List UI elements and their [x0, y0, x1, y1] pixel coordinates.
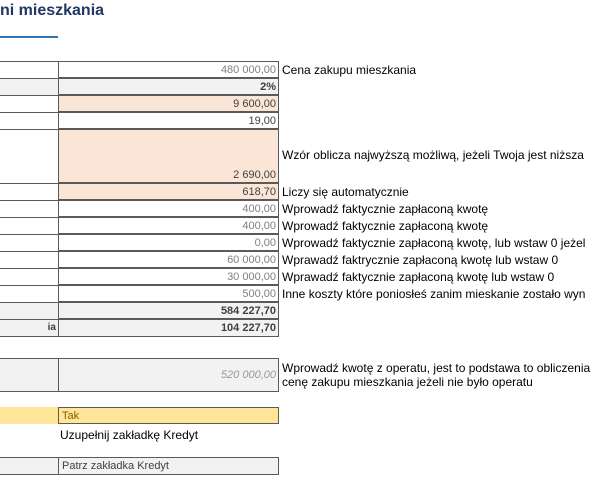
row-label-cell[interactable]: [0, 358, 59, 392]
row-label-cell[interactable]: [0, 407, 59, 424]
other-costs-cell[interactable]: 500,00: [58, 285, 279, 302]
row-label-cell[interactable]: [0, 78, 59, 95]
operat-value-cell[interactable]: 520 000,00: [58, 358, 279, 392]
paid-amount-1-cell[interactable]: 400,00: [58, 200, 279, 217]
purchase-price-cell[interactable]: 480 000,00: [58, 61, 279, 78]
row-label-cell[interactable]: [0, 112, 59, 129]
auto-calc-cell[interactable]: 618,70: [58, 183, 279, 200]
paid-amount-5-note: Wprawadź faktycznie zapłaconą kwotę lub wstaw 0: [282, 270, 555, 284]
count-cell[interactable]: 19,00: [58, 112, 279, 129]
purchase-price-note: Cena zakupu mieszkania: [282, 63, 417, 77]
paid-amount-3-cell[interactable]: 0,00: [58, 234, 279, 251]
rate-cell[interactable]: 2%: [58, 78, 279, 95]
paid-amount-5-cell[interactable]: 30 000,00: [58, 268, 279, 285]
operat-note-line-1: Wprowadź kwotę z operatu, jest to podstawa to obliczenia: [282, 361, 591, 375]
row-label-cell[interactable]: [0, 457, 59, 475]
row-label-cell[interactable]: [0, 302, 59, 319]
row-label-cell[interactable]: [0, 200, 59, 217]
see-credit-cell[interactable]: Patrz zakładka Kredyt: [58, 457, 279, 475]
auto-calc-note: Liczy się automatycznie: [282, 185, 409, 199]
row-label-cell[interactable]: [0, 183, 59, 200]
paid-amount-4-cell[interactable]: 60 000,00: [58, 251, 279, 268]
hint-text: Uzupełnij zakładkę Kredyt: [60, 428, 199, 442]
row-label-cell[interactable]: [0, 234, 59, 251]
max-fee-note: Wzór oblicza najwyższą możliwą, jeżeli Twoja jest niższa: [282, 148, 584, 162]
operat-note-line-2: cenę zakupu mieszkania jeżeli nie było operatu: [282, 375, 533, 389]
difference-cell[interactable]: 104 227,70: [58, 319, 279, 337]
row-label-cell[interactable]: ia: [0, 319, 59, 337]
sheet-title: ni mieszkania: [0, 2, 105, 19]
row-label-cell[interactable]: [0, 268, 59, 285]
total-cost-cell[interactable]: 584 227,70: [58, 302, 279, 319]
paid-amount-2-note: Wprowadź faktycznie zapłaconą kwotę: [282, 219, 489, 233]
row-label-cell[interactable]: [0, 129, 59, 183]
paid-amount-1-note: Wprowadź faktycznie zapłaconą kwotę: [282, 202, 489, 216]
max-fee-cell[interactable]: 2 690,00: [58, 129, 279, 183]
tax-amount-cell[interactable]: 9 600,00: [58, 95, 279, 112]
row-label-cell[interactable]: [0, 217, 59, 234]
choice-dropdown[interactable]: Tak: [58, 407, 279, 424]
row-label-cell[interactable]: [0, 251, 59, 268]
paid-amount-2-cell[interactable]: 400,00: [58, 217, 279, 234]
paid-amount-4-note: Wprawadź faktrycznie zapłaconą kwotę lub wstaw 0: [282, 253, 559, 267]
title-underline: [0, 36, 58, 38]
paid-amount-3-note: Wprowadź faktycznie zapłaconą kwotę, lub wstaw 0 jeżel: [282, 236, 586, 250]
row-label-cell[interactable]: [0, 61, 59, 78]
other-costs-note: Inne koszty które poniosłeś zanim mieskanie zostało wyn: [282, 287, 586, 301]
row-label-cell[interactable]: [0, 95, 59, 112]
row-label-cell[interactable]: [0, 285, 59, 302]
